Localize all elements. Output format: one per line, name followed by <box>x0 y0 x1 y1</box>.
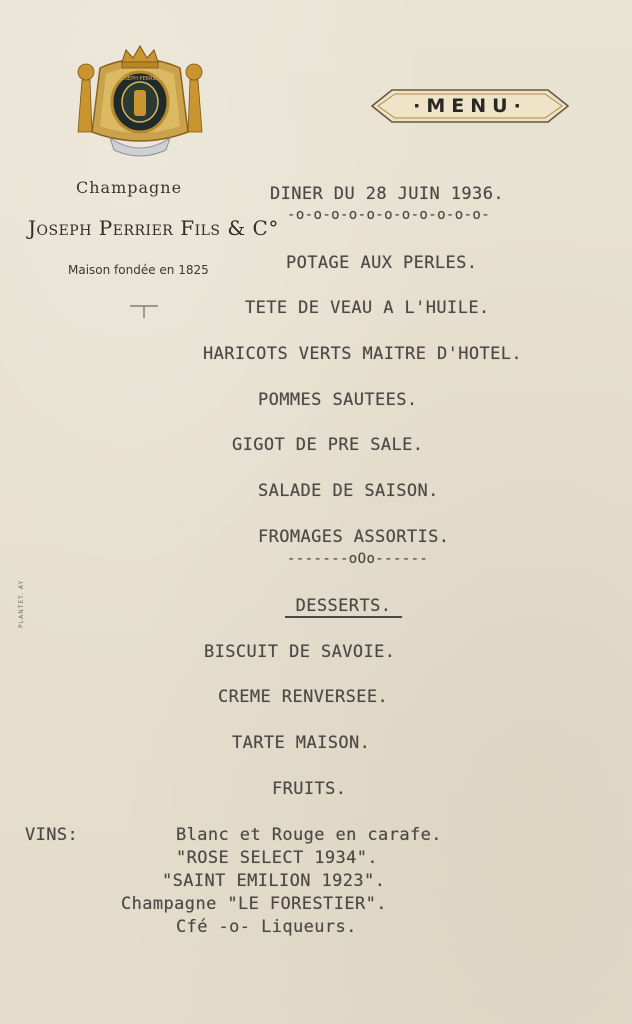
svg-text:PLANTET. AY: PLANTET. AY <box>18 579 25 628</box>
dessert-2: CREME RENVERSEE. <box>218 687 389 707</box>
founded-note: Maison fondée en 1825 <box>68 263 209 277</box>
wines-label: VINS: <box>25 825 79 845</box>
menu-title-text: MENU <box>426 95 514 117</box>
wine-2: "ROSE SELECT 1934". <box>176 848 379 868</box>
wine-4: Champagne "LE FORESTIER". <box>121 894 387 914</box>
crest-logo <box>70 40 210 165</box>
course-3: HARICOTS VERTS MAITRE D'HOTEL. <box>203 344 523 364</box>
printer-imprint <box>5 560 29 630</box>
course-2: TETE DE VEAU A L'HUILE. <box>245 298 490 318</box>
menu-title: ·MENU· <box>413 95 527 117</box>
wine-3: "SAINT EMILION 1923". <box>162 871 386 891</box>
dessert-3: TARTE MAISON. <box>232 733 371 753</box>
brand-subtitle: Champagne <box>76 178 183 197</box>
dessert-4: FRUITS. <box>272 779 347 799</box>
dessert-1: BISCUIT DE SAVOIE. <box>204 642 396 662</box>
separator-1: -o-o-o-o-o-o-o-o-o-o-o- <box>287 207 491 223</box>
svg-text:JOSEPH PERRIER: JOSEPH PERRIER <box>119 76 161 82</box>
separator-2: -------oOo------ <box>287 551 429 567</box>
course-4: POMMES SAUTEES. <box>258 390 418 410</box>
course-7: FROMAGES ASSORTIS. <box>258 527 450 547</box>
course-1: POTAGE AUX PERLES. <box>286 253 478 273</box>
course-6: SALADE DE SAISON. <box>258 481 439 501</box>
house-name: Joseph Perrier Fils & C° <box>28 216 279 240</box>
wine-5: Cfé -o- Liqueurs. <box>176 917 357 937</box>
menu-date: DINER DU 28 JUIN 1936. <box>270 184 504 204</box>
ornament-mark <box>128 300 160 320</box>
desserts-heading: DESSERTS. <box>285 596 402 616</box>
course-5: GIGOT DE PRE SALE. <box>232 435 424 455</box>
wine-1: Blanc et Rouge en carafe. <box>176 825 442 845</box>
